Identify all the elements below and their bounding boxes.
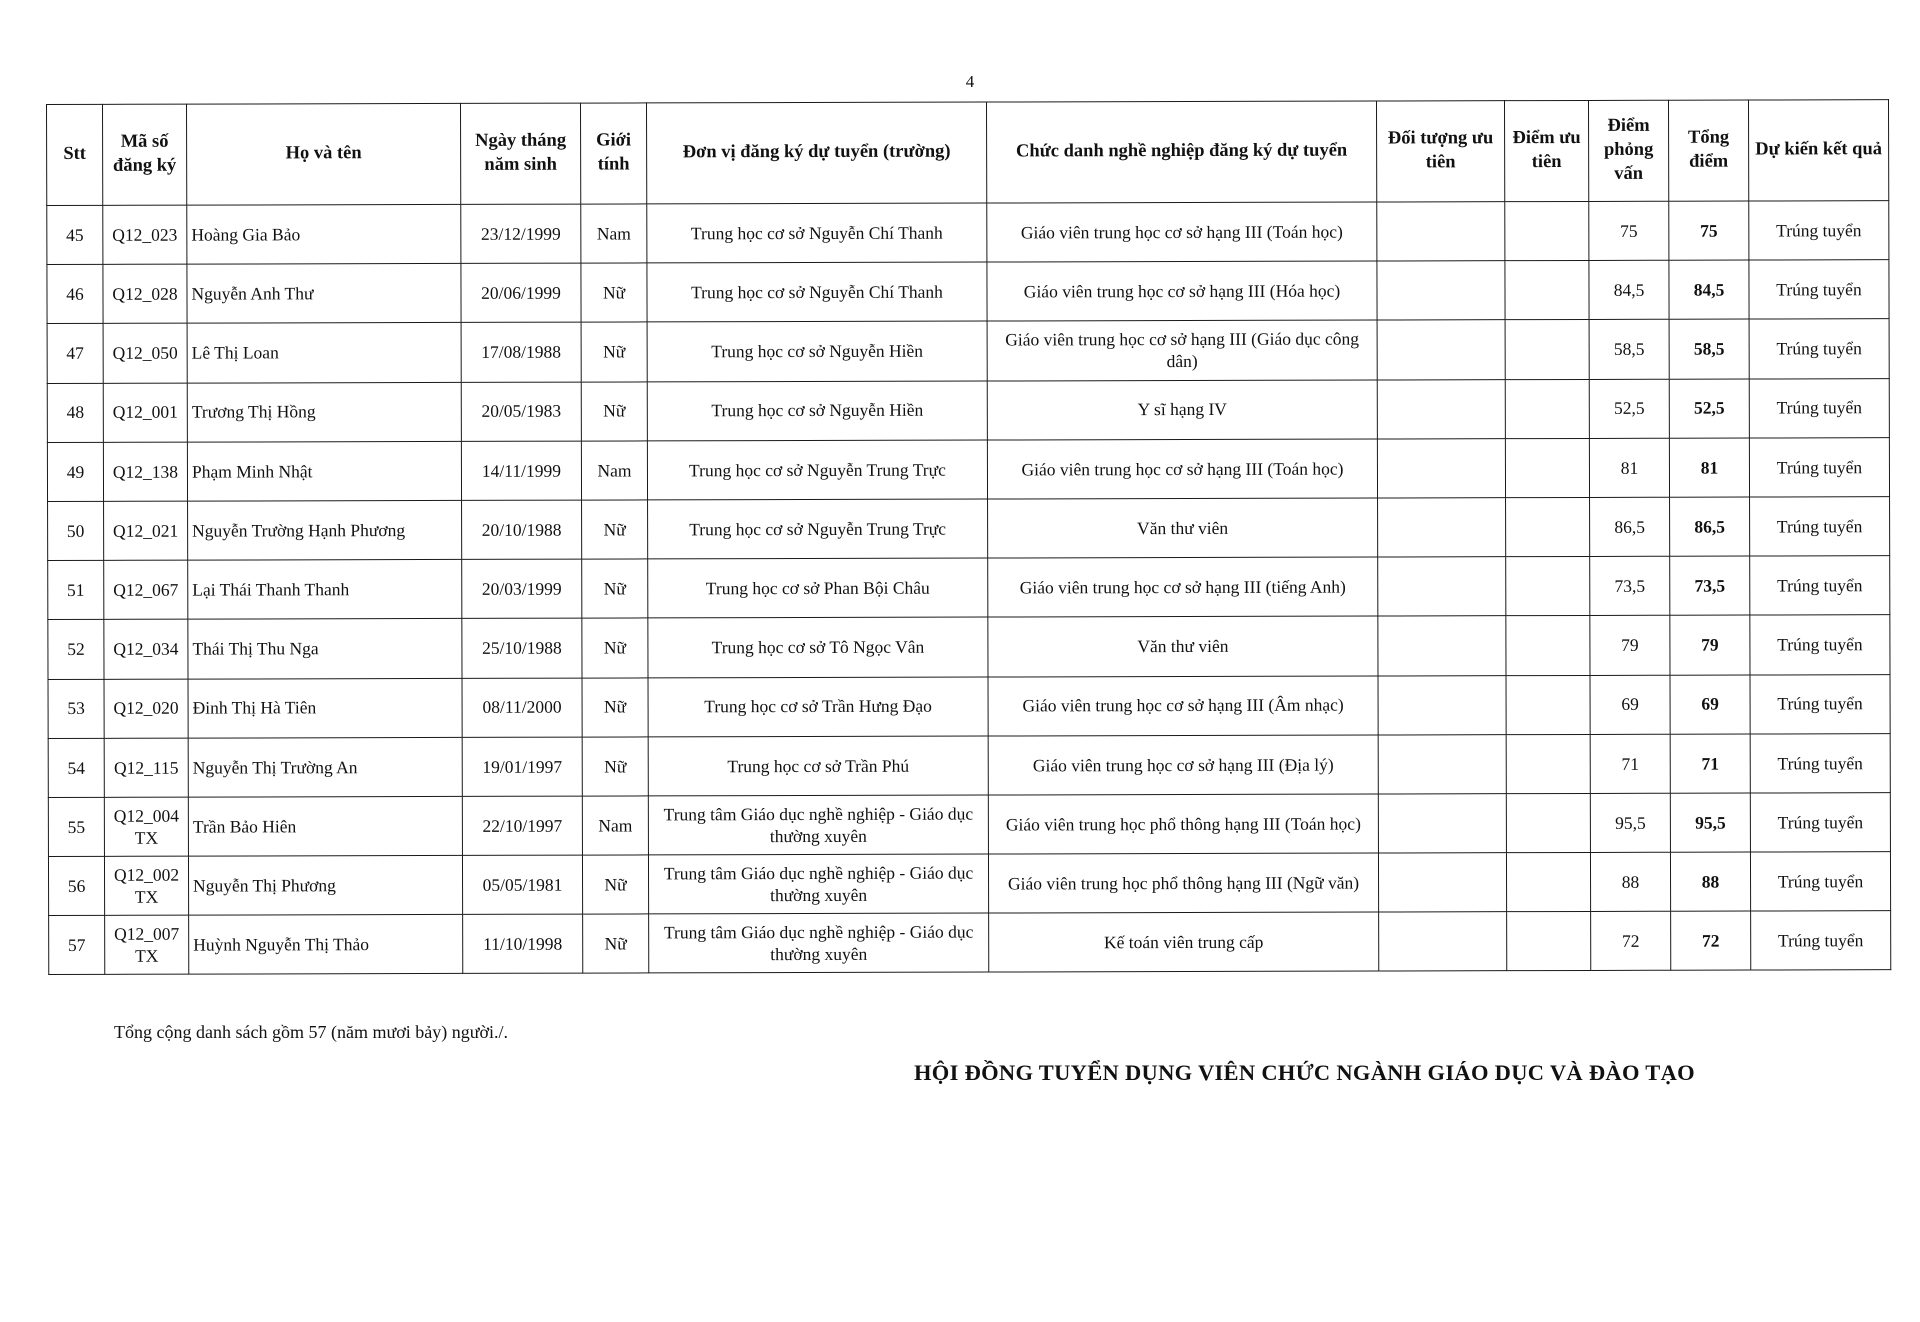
cell-chuc-danh: Văn thư viên	[988, 616, 1378, 676]
cell-don-vi: Trung tâm Giáo dục nghề nghiệp - Giáo dục thường xuyên	[649, 913, 989, 973]
page-number: 4	[965, 72, 975, 91]
cell-doi-tuong	[1378, 734, 1506, 794]
cell-diem-phong-van: 71	[1590, 734, 1670, 793]
cell-ma-so: Q12_034	[104, 619, 188, 678]
cell-tong-diem: 84,5	[1669, 260, 1749, 319]
cell-du-kien: Trúng tuyển	[1749, 319, 1889, 379]
table-header	[47, 100, 1889, 206]
cell-ho-ten: Huỳnh Nguyễn Thị Thảo	[189, 915, 463, 975]
cell-gioi-tinh: Nữ	[582, 855, 648, 914]
cell-gioi-tinh: Nữ	[583, 914, 649, 973]
cell-chuc-danh: Giáo viên trung học cơ sở hạng III (Toán học)	[987, 202, 1377, 262]
cell-don-vi: Trung tâm Giáo dục nghề nghiệp - Giáo dục thường xuyên	[648, 854, 988, 914]
table-row	[48, 674, 1890, 738]
cell-tong-diem: 69	[1670, 675, 1750, 734]
header-du-kien: Dự kiến kết quả	[1748, 100, 1888, 201]
cell-doi-tuong	[1378, 616, 1506, 676]
cell-ngay-sinh: 19/01/1997	[462, 737, 582, 797]
cell-chuc-danh: Giáo viên trung học cơ sở hạng III (Địa lý)	[988, 735, 1378, 795]
cell-diem-uu-tien	[1506, 734, 1590, 793]
cell-tong-diem: 81	[1669, 438, 1749, 497]
cell-gioi-tinh: Nữ	[582, 677, 648, 736]
cell-don-vi: Trung học cơ sở Nguyễn Trung Trực	[647, 440, 987, 500]
cell-ho-ten: Nguyễn Anh Thư	[187, 264, 461, 324]
cell-ma-so: Q12_004 TX	[104, 797, 188, 856]
cell-ho-ten: Đinh Thị Hà Tiên	[188, 678, 462, 738]
cell-diem-uu-tien	[1507, 912, 1591, 971]
header-row	[47, 100, 1889, 206]
cell-ma-so: Q12_002 TX	[104, 856, 188, 915]
cell-tong-diem: 72	[1671, 911, 1751, 970]
cell-ma-so: Q12_007 TX	[105, 915, 189, 974]
cell-diem-phong-van: 81	[1589, 438, 1669, 497]
cell-tong-diem: 73,5	[1670, 556, 1750, 615]
cell-tong-diem: 88	[1670, 852, 1750, 911]
cell-du-kien: Trúng tuyển	[1749, 437, 1889, 497]
table-row	[48, 615, 1890, 679]
cell-doi-tuong	[1377, 379, 1505, 439]
results-table-container	[46, 99, 1890, 975]
cell-stt: 53	[48, 679, 104, 738]
cell-chuc-danh: Giáo viên trung học phổ thông hạng III (Toán học)	[988, 794, 1378, 854]
cell-don-vi: Trung học cơ sở Nguyễn Chí Thanh	[647, 262, 987, 322]
cell-ho-ten: Thái Thị Thu Nga	[188, 619, 462, 679]
cell-don-vi: Trung học cơ sở Tô Ngọc Vân	[648, 617, 988, 677]
cell-don-vi: Trung học cơ sở Nguyễn Chí Thanh	[647, 203, 987, 263]
cell-tong-diem: 86,5	[1670, 497, 1750, 556]
cell-diem-phong-van: 88	[1590, 852, 1670, 911]
cell-du-kien: Trúng tuyển	[1749, 260, 1889, 320]
cell-don-vi: Trung học cơ sở Nguyễn Hiền	[647, 321, 987, 381]
cell-ma-so: Q12_067	[104, 560, 188, 619]
cell-don-vi: Trung học cơ sở Nguyễn Hiền	[647, 381, 987, 441]
cell-chuc-danh: Văn thư viên	[988, 498, 1378, 558]
cell-ho-ten: Nguyễn Trường Hạnh Phương	[188, 500, 462, 560]
cell-ma-so: Q12_050	[103, 324, 187, 383]
cell-ma-so: Q12_023	[103, 205, 187, 264]
table-row	[49, 911, 1891, 975]
cell-diem-uu-tien	[1506, 793, 1590, 852]
table-row	[47, 437, 1889, 501]
cell-stt: 50	[48, 501, 104, 560]
cell-stt: 49	[47, 442, 103, 501]
header-doi-tuong: Đối tượng ưu tiên	[1376, 101, 1504, 202]
cell-diem-phong-van: 84,5	[1589, 260, 1669, 319]
cell-diem-uu-tien	[1505, 320, 1589, 379]
cell-ho-ten: Lê Thị Loan	[187, 323, 461, 383]
table-row	[48, 852, 1890, 916]
table-row	[48, 497, 1890, 561]
cell-doi-tuong	[1378, 794, 1506, 854]
cell-du-kien: Trúng tuyển	[1751, 911, 1891, 971]
cell-stt: 56	[48, 856, 104, 915]
cell-tong-diem: 79	[1670, 615, 1750, 674]
cell-ho-ten: Trương Thị Hồng	[187, 382, 461, 442]
table-row	[48, 733, 1890, 797]
header-stt: Stt	[47, 104, 103, 205]
cell-diem-uu-tien	[1505, 201, 1589, 260]
cell-diem-phong-van: 73,5	[1590, 556, 1670, 615]
cell-ma-so: Q12_115	[104, 738, 188, 797]
cell-tong-diem: 95,5	[1670, 793, 1750, 852]
cell-du-kien: Trúng tuyển	[1750, 497, 1890, 557]
cell-chuc-danh: Giáo viên trung học cơ sở hạng III (Âm nhạc)	[988, 676, 1378, 736]
cell-diem-phong-van: 95,5	[1590, 793, 1670, 852]
cell-diem-phong-van: 69	[1590, 675, 1670, 734]
cell-chuc-danh: Giáo viên trung học cơ sở hạng III (Toán học)	[987, 439, 1377, 499]
cell-diem-phong-van: 86,5	[1590, 497, 1670, 556]
cell-ngay-sinh: 20/03/1999	[462, 559, 582, 619]
cell-chuc-danh: Giáo viên trung học cơ sở hạng III (Hóa học)	[987, 261, 1377, 321]
cell-stt: 57	[49, 916, 105, 975]
cell-diem-uu-tien	[1506, 675, 1590, 734]
cell-tong-diem: 75	[1669, 201, 1749, 260]
cell-ho-ten: Nguyễn Thị Phương	[188, 855, 462, 915]
cell-gioi-tinh: Nam	[582, 796, 648, 855]
cell-ngay-sinh: 11/10/1998	[463, 914, 583, 974]
cell-doi-tuong	[1378, 853, 1506, 913]
cell-doi-tuong	[1378, 557, 1506, 617]
header-don-vi: Đơn vị đăng ký dự tuyển (trường)	[646, 102, 986, 204]
cell-diem-uu-tien	[1505, 438, 1589, 497]
results-table	[46, 99, 1891, 975]
cell-stt: 45	[47, 205, 103, 264]
cell-ngay-sinh: 17/08/1988	[461, 322, 581, 382]
table-row	[47, 260, 1889, 324]
cell-ma-so: Q12_028	[103, 264, 187, 323]
cell-don-vi: Trung học cơ sở Trần Hưng Đạo	[648, 677, 988, 737]
cell-tong-diem: 52,5	[1669, 379, 1749, 438]
cell-diem-uu-tien	[1506, 616, 1590, 675]
cell-du-kien: Trúng tuyển	[1750, 556, 1890, 616]
cell-diem-phong-van: 52,5	[1589, 379, 1669, 438]
cell-don-vi: Trung học cơ sở Trần Phú	[648, 736, 988, 796]
cell-diem-uu-tien	[1506, 557, 1590, 616]
table-row	[48, 556, 1890, 620]
cell-diem-uu-tien	[1505, 261, 1589, 320]
cell-gioi-tinh: Nữ	[582, 737, 648, 796]
cell-ho-ten: Trần Bảo Hiên	[188, 796, 462, 856]
header-ma-so: Mã số đăng ký	[103, 104, 187, 205]
cell-gioi-tinh: Nữ	[581, 381, 647, 440]
cell-stt: 47	[47, 324, 103, 383]
cell-ma-so: Q12_001	[103, 383, 187, 442]
cell-chuc-danh: Giáo viên trung học cơ sở hạng III (tiếng Anh)	[988, 557, 1378, 617]
cell-gioi-tinh: Nam	[581, 204, 647, 263]
cell-du-kien: Trúng tuyển	[1749, 201, 1889, 261]
cell-du-kien: Trúng tuyển	[1750, 733, 1890, 793]
cell-chuc-danh: Giáo viên trung học cơ sở hạng III (Giáo dục công dân)	[987, 320, 1377, 380]
table-body	[47, 201, 1891, 975]
header-ngay-sinh: Ngày tháng năm sinh	[460, 103, 580, 204]
cell-du-kien: Trúng tuyển	[1750, 852, 1890, 912]
cell-chuc-danh: Giáo viên trung học phổ thông hạng III (Ngữ văn)	[988, 853, 1378, 913]
cell-stt: 46	[47, 265, 103, 324]
cell-ho-ten: Nguyễn Thị Trường An	[188, 737, 462, 797]
cell-don-vi: Trung tâm Giáo dục nghề nghiệp - Giáo dục thường xuyên	[648, 795, 988, 855]
cell-ma-so: Q12_021	[104, 501, 188, 560]
cell-doi-tuong	[1378, 498, 1506, 558]
cell-ngay-sinh: 23/12/1999	[461, 204, 581, 264]
cell-stt: 55	[48, 797, 104, 856]
cell-diem-uu-tien	[1506, 497, 1590, 556]
header-diem-phong-van: Điểm phỏng vấn	[1588, 100, 1668, 201]
cell-ngay-sinh: 20/06/1999	[461, 263, 581, 323]
header-chuc-danh: Chức danh nghề nghiệp đăng ký dự tuyển	[986, 101, 1376, 203]
cell-du-kien: Trúng tuyển	[1749, 378, 1889, 438]
cell-stt: 48	[47, 383, 103, 442]
table-row	[47, 201, 1889, 265]
cell-doi-tuong	[1378, 675, 1506, 735]
cell-ngay-sinh: 20/05/1983	[461, 382, 581, 442]
cell-diem-phong-van: 58,5	[1589, 320, 1669, 379]
cell-ho-ten: Lại Thái Thanh Thanh	[188, 560, 462, 620]
cell-stt: 52	[48, 620, 104, 679]
table-row	[48, 793, 1890, 857]
cell-gioi-tinh: Nữ	[582, 500, 648, 559]
cell-ma-so: Q12_138	[103, 442, 187, 501]
cell-gioi-tinh: Nam	[581, 441, 647, 500]
cell-doi-tuong	[1377, 438, 1505, 498]
header-ho-ten: Họ và tên	[187, 103, 461, 205]
cell-gioi-tinh: Nữ	[581, 322, 647, 381]
cell-diem-phong-van: 75	[1589, 201, 1669, 260]
cell-gioi-tinh: Nữ	[581, 263, 647, 322]
council-signature: HỘI ĐỒNG TUYỂN DỤNG VIÊN CHỨC NGÀNH GIÁO DỤC VÀ ĐÀO TẠO	[914, 1060, 1695, 1085]
header-diem-uu-tien: Điểm ưu tiên	[1504, 100, 1588, 201]
cell-ngay-sinh: 05/05/1981	[462, 855, 582, 915]
cell-gioi-tinh: Nữ	[582, 559, 648, 618]
cell-du-kien: Trúng tuyển	[1750, 615, 1890, 675]
cell-tong-diem: 71	[1670, 734, 1750, 793]
cell-diem-phong-van: 72	[1591, 911, 1671, 970]
cell-doi-tuong	[1379, 912, 1507, 972]
cell-don-vi: Trung học cơ sở Nguyễn Trung Trực	[648, 499, 988, 559]
cell-stt: 54	[48, 738, 104, 797]
cell-ngay-sinh: 20/10/1988	[462, 500, 582, 560]
cell-ngay-sinh: 25/10/1988	[462, 618, 582, 678]
cell-stt: 51	[48, 560, 104, 619]
cell-ngay-sinh: 22/10/1997	[462, 796, 582, 856]
cell-tong-diem: 58,5	[1669, 319, 1749, 378]
cell-diem-uu-tien	[1505, 379, 1589, 438]
cell-ma-so: Q12_020	[104, 679, 188, 738]
cell-diem-uu-tien	[1506, 853, 1590, 912]
header-tong-diem: Tổng điểm	[1668, 100, 1748, 201]
cell-ngay-sinh: 14/11/1999	[461, 441, 581, 501]
header-gioi-tinh: Giới tính	[580, 103, 646, 204]
cell-ho-ten: Phạm Minh Nhật	[187, 441, 461, 501]
cell-ho-ten: Hoàng Gia Bảo	[187, 204, 461, 264]
total-note: Tổng cộng danh sách gồm 57 (năm mươi bảy) người./.	[114, 1022, 508, 1042]
cell-don-vi: Trung học cơ sở Phan Bội Châu	[648, 558, 988, 618]
cell-ngay-sinh: 08/11/2000	[462, 678, 582, 738]
cell-du-kien: Trúng tuyển	[1750, 674, 1890, 734]
table-row	[47, 319, 1889, 383]
cell-chuc-danh: Y sĩ hạng IV	[987, 380, 1377, 440]
cell-chuc-danh: Kế toán viên trung cấp	[989, 912, 1379, 972]
cell-diem-phong-van: 79	[1590, 616, 1670, 675]
cell-gioi-tinh: Nữ	[582, 618, 648, 677]
cell-du-kien: Trúng tuyển	[1750, 793, 1890, 853]
table-row	[47, 378, 1889, 442]
cell-doi-tuong	[1377, 320, 1505, 380]
cell-doi-tuong	[1377, 261, 1505, 321]
cell-doi-tuong	[1377, 202, 1505, 262]
